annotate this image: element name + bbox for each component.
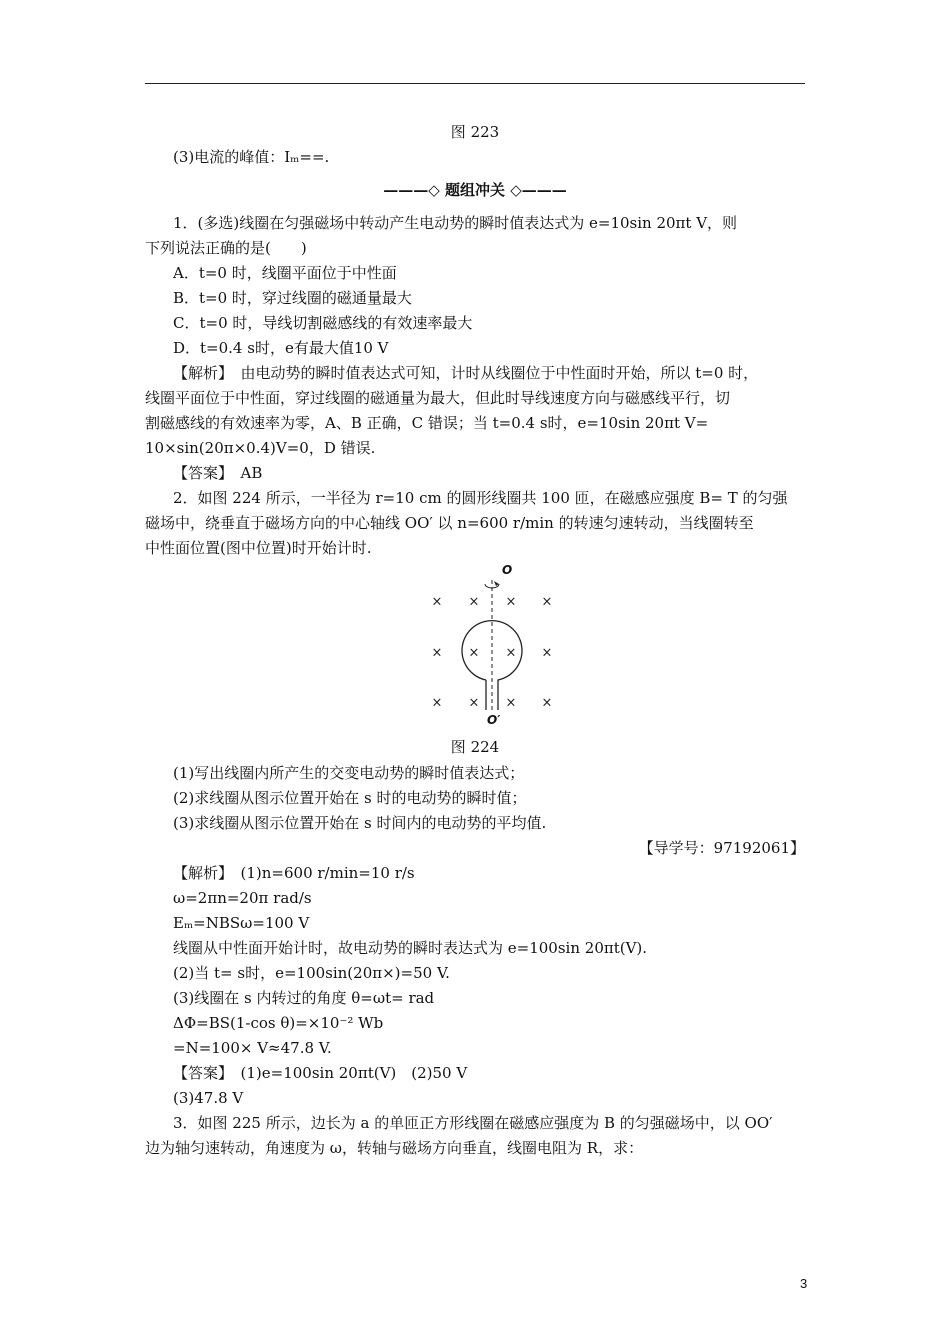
- q1-option-d: D．t=0.4 s时，e有最大值10 V: [173, 339, 389, 357]
- q3-stem-line1: 3．如图 225 所示，边长为 a 的单匝正方形线圈在磁感应强度为 B 的匀强磁场中，以 OO′: [173, 1114, 773, 1132]
- field-mark: ×: [505, 645, 517, 661]
- axis-label-o-prime: O′: [487, 713, 501, 727]
- field-mark: ×: [468, 594, 480, 610]
- q3-stem-line2: 边为轴匀速转动，角速度为 ω，转轴与磁场方向垂直，线圈电阻为 R，求：: [145, 1139, 644, 1157]
- field-mark: ×: [431, 645, 443, 661]
- q2-answer-line1: 【答案】 (1)e=100sin 20πt(V) (2)50 V: [173, 1064, 468, 1082]
- q1-answer: 【答案】 AB: [173, 464, 263, 482]
- field-mark: ×: [541, 645, 553, 661]
- field-mark: ×: [431, 594, 443, 610]
- figure-224-diagram: [415, 562, 575, 732]
- field-mark: ×: [468, 645, 480, 661]
- q1-analysis-line4: 10×sin(20π×0.4)V=0，D 错误.: [145, 439, 376, 457]
- q1-stem-line1: 1．(多选)线圈在匀强磁场中转动产生电动势的瞬时值表达式为 e=10sin 20πt V，则: [173, 214, 738, 232]
- q2-analysis-line4: 线圈从中性面开始计时，故电动势的瞬时表达式为 e=100sin 20πt(V).: [173, 939, 648, 957]
- header-rule: [145, 83, 805, 84]
- q1-option-b: B．t=0 时，穿过线圈的磁通量最大: [173, 289, 412, 307]
- q2-analysis-line5: (2)当 t= s时，e=100sin(20π×)=50 V.: [173, 964, 450, 982]
- q1-stem-line2: 下列说法正确的是( ): [145, 239, 307, 257]
- q2-analysis-line3: Eₘ=NBSω=100 V: [173, 914, 310, 932]
- q2-analysis-line2: ω=2πn=20π rad/s: [173, 889, 312, 907]
- guide-number: 【导学号：97192061】: [638, 839, 805, 857]
- q1-option-c: C．t=0 时，导线切割磁感线的有效速率最大: [173, 314, 473, 332]
- field-mark: ×: [541, 695, 553, 711]
- q2-subquestion-3: (3)求线圈从图示位置开始在 s 时间内的电动势的平均值.: [173, 814, 547, 832]
- field-mark: ×: [541, 594, 553, 610]
- q2-analysis-line6: (3)线圈在 s 内转过的角度 θ=ωt= rad: [173, 989, 435, 1007]
- peak-current-line: (3)电流的峰值：Iₘ==.: [173, 148, 330, 166]
- q2-stem-line3: 中性面位置(图中位置)时开始计时.: [145, 539, 372, 557]
- q2-analysis-line1: 【解析】 (1)n=600 r/min=10 r/s: [173, 864, 415, 882]
- q2-subquestion-2: (2)求线圈从图示位置开始在 s 时的电动势的瞬时值；: [173, 789, 527, 807]
- section-title: ———◇ 题组冲关 ◇———: [383, 181, 567, 199]
- field-mark: ×: [468, 695, 480, 711]
- figure-224-caption: 图 224: [450, 738, 500, 756]
- q1-analysis-line2: 线圈平面位于中性面，穿过线圈的磁通量为最大，但此时导线速度方向与磁感线平行，切: [145, 389, 731, 407]
- q2-analysis-line7: ΔΦ=BS(1-cos θ)=×10⁻² Wb: [173, 1014, 384, 1032]
- q1-option-a: A．t=0 时，线圈平面位于中性面: [173, 264, 397, 282]
- field-mark: ×: [505, 695, 517, 711]
- field-mark: ×: [431, 695, 443, 711]
- q2-answer-line2: (3)47.8 V: [173, 1089, 244, 1107]
- page-number: 3: [800, 1276, 808, 1291]
- q2-stem-line1: 2．如图 224 所示，一半径为 r=10 cm 的圆形线圈共 100 匝，在磁感应强度 B= T 的匀强: [173, 489, 788, 507]
- figure-223-caption: 图 223: [450, 123, 500, 141]
- q1-analysis-line1: 【解析】 由电动势的瞬时值表达式可知，计时从线圈位于中性面时开始，所以 t=0 时，: [173, 364, 759, 382]
- q1-analysis-line3: 割磁感线的有效速率为零，A、B 正确，C 错误；当 t=0.4 s时，e=10sin 20πt V=: [145, 414, 709, 432]
- axis-label-o: O: [502, 563, 513, 577]
- field-mark: ×: [505, 594, 517, 610]
- q2-subquestion-1: (1)写出线圈内所产生的交变电动势的瞬时值表达式；: [173, 764, 525, 782]
- q2-stem-line2: 磁场中，绕垂直于磁场方向的中心轴线 OO′ 以 n=600 r/min 的转速匀速转动，当线圈转至: [145, 514, 754, 532]
- q2-analysis-line8: =N=100× V≈47.8 V.: [173, 1039, 332, 1057]
